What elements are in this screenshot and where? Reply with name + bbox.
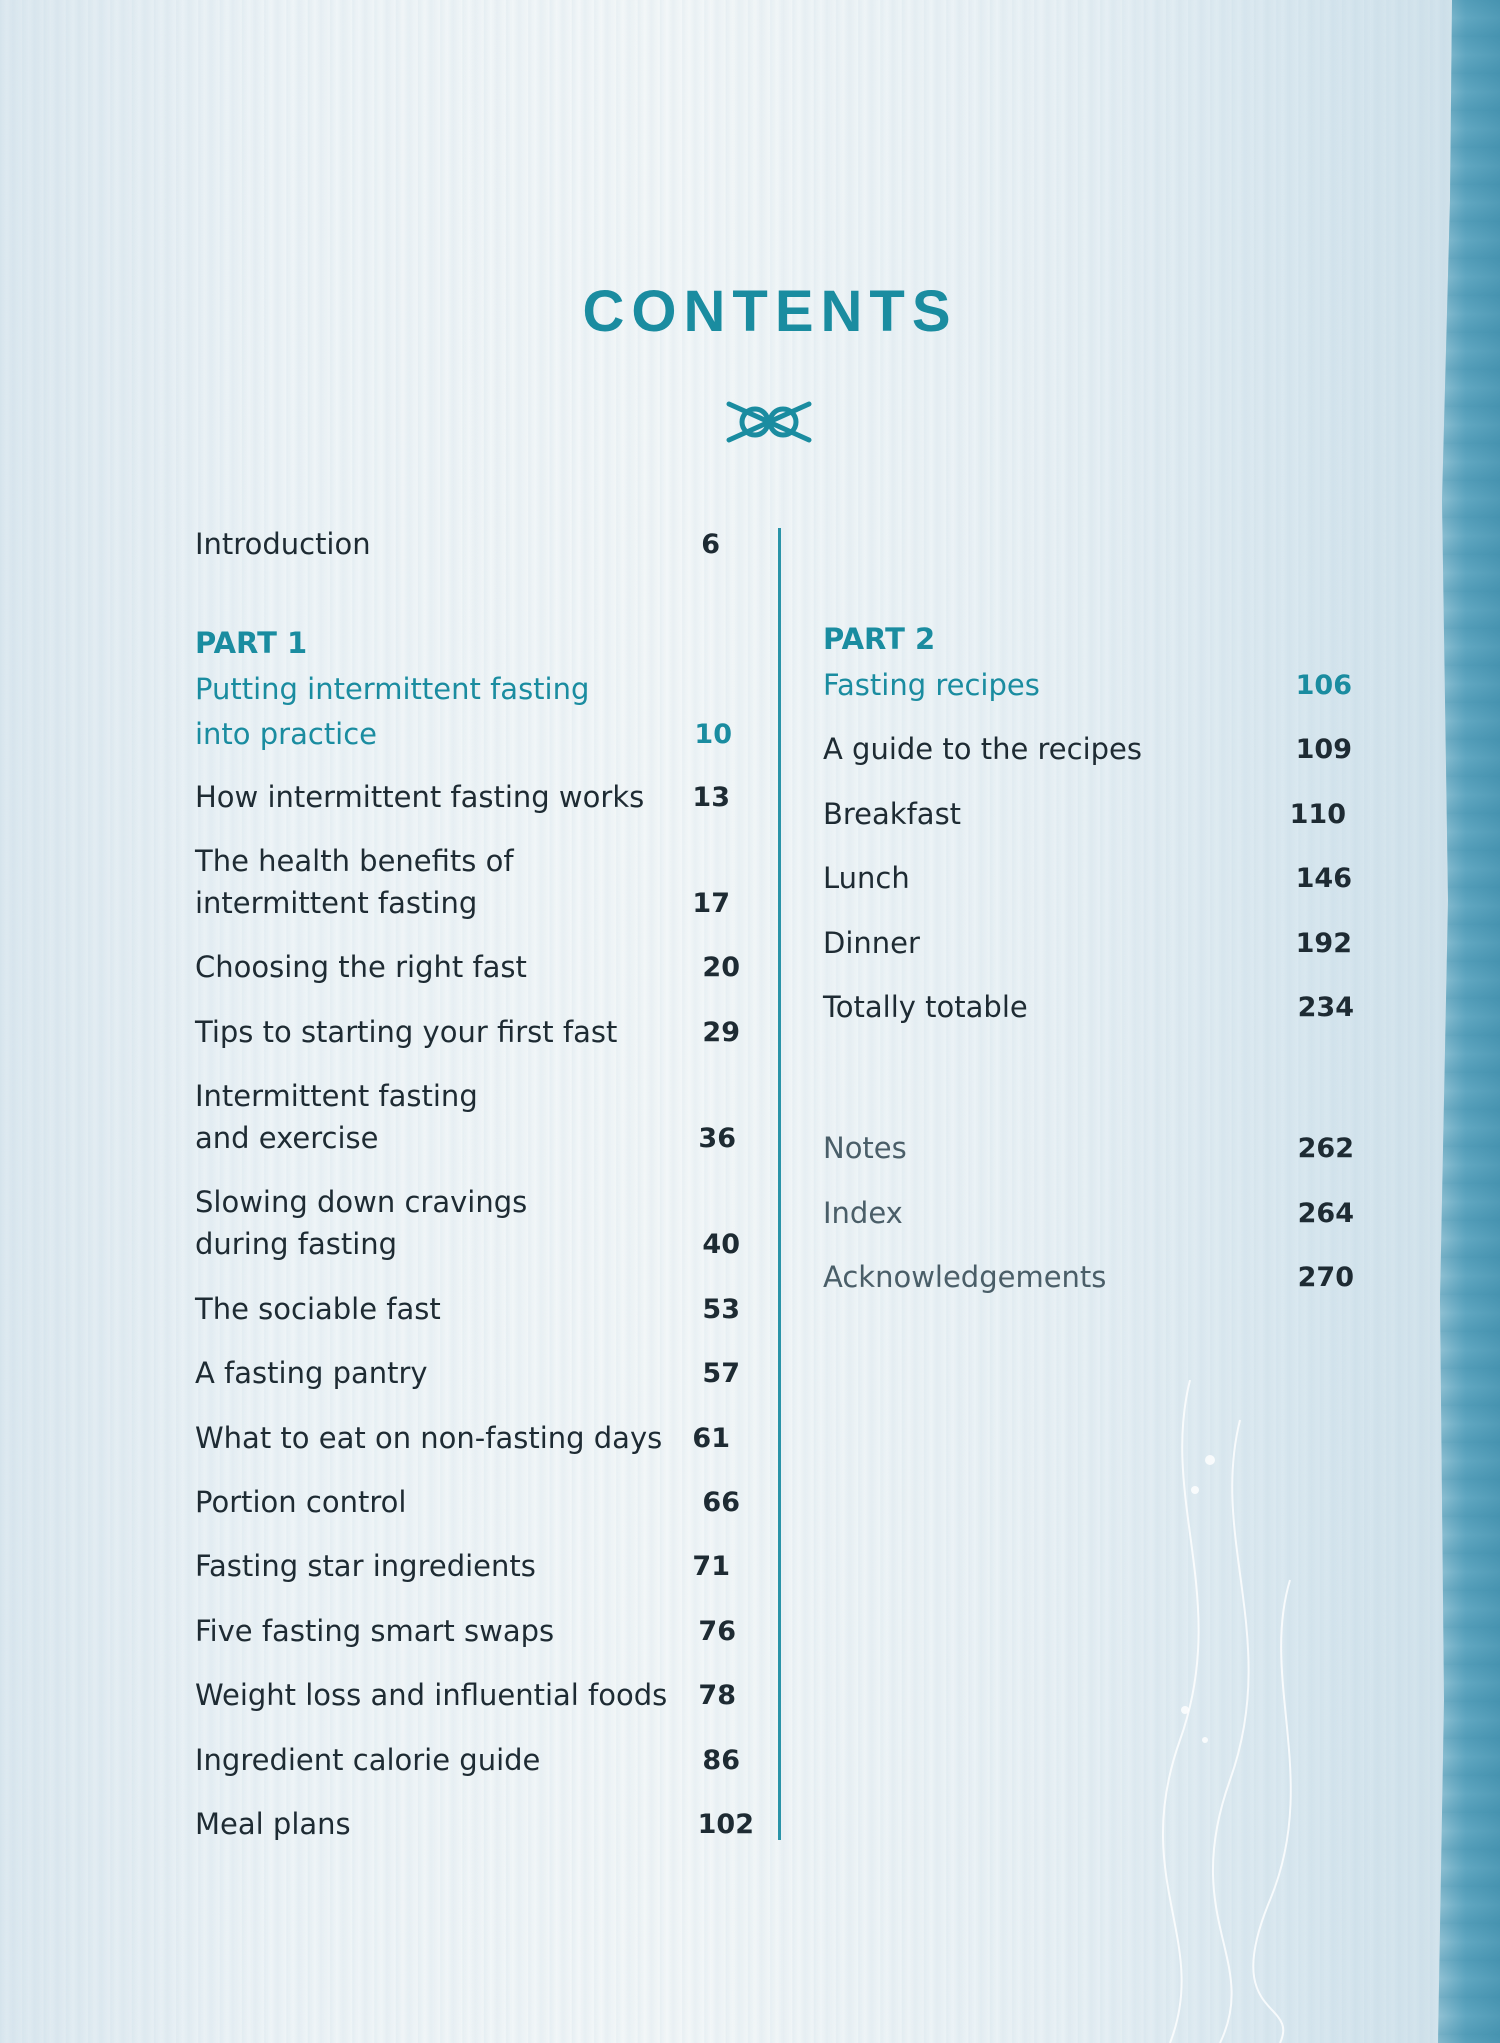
- toc-introduction-page: 6: [701, 529, 720, 560]
- page-title: CONTENTS: [582, 279, 958, 344]
- knot-ornament-icon: [725, 398, 813, 446]
- toc-item-page: 17: [692, 888, 730, 919]
- toc-item-page: 146: [1295, 863, 1352, 894]
- toc-item-page: 86: [702, 1745, 740, 1776]
- column-divider: [778, 528, 781, 1840]
- part-1-title-line2[interactable]: into practice: [195, 717, 378, 751]
- part-1-title-line1[interactable]: Putting intermittent fasting: [195, 672, 590, 706]
- toc-item[interactable]: Breakfast: [823, 797, 962, 831]
- toc-item[interactable]: Slowing down cravings: [195, 1185, 528, 1219]
- toc-item-page: 109: [1295, 734, 1352, 765]
- toc-item-page: 53: [702, 1294, 740, 1325]
- toc-item-page: 110: [1289, 799, 1346, 830]
- toc-item-line2[interactable]: and exercise: [195, 1121, 379, 1155]
- part-1-page: 10: [694, 719, 732, 750]
- toc-item-page: 192: [1295, 928, 1352, 959]
- toc-item-page: 36: [698, 1123, 736, 1154]
- toc-item-page: 78: [698, 1680, 736, 1711]
- part-2-label: PART 2: [823, 622, 936, 656]
- toc-item-page: 102: [697, 1809, 754, 1840]
- toc-item-page: 66: [702, 1487, 740, 1518]
- toc-item-page: 13: [692, 782, 730, 813]
- toc-item[interactable]: Portion control: [195, 1485, 407, 1519]
- toc-item[interactable]: Meal plans: [195, 1807, 351, 1841]
- toc-item[interactable]: A guide to the recipes: [823, 732, 1142, 766]
- toc-item[interactable]: The sociable fast: [195, 1292, 441, 1326]
- toc-item[interactable]: Fasting star ingredients: [195, 1549, 536, 1583]
- toc-item-page: 57: [702, 1358, 740, 1389]
- toc-item[interactable]: Tips to starting your first fast: [195, 1015, 618, 1049]
- toc-item[interactable]: How intermittent fasting works: [195, 780, 645, 814]
- toc-item-line2[interactable]: during fasting: [195, 1227, 398, 1261]
- toc-item[interactable]: Ingredient calorie guide: [195, 1743, 541, 1777]
- toc-item-page: 76: [698, 1616, 736, 1647]
- toc-end-item[interactable]: Notes: [823, 1131, 907, 1165]
- toc-introduction[interactable]: Introduction: [195, 527, 371, 561]
- toc-item[interactable]: The health benefits of: [195, 844, 514, 878]
- toc-item[interactable]: Intermittent fasting: [195, 1079, 478, 1113]
- toc-item-page: 61: [692, 1423, 730, 1454]
- toc-end-item[interactable]: Index: [823, 1196, 903, 1230]
- toc-item[interactable]: Weight loss and influential foods: [195, 1678, 668, 1712]
- toc-item[interactable]: What to eat on non-fasting days: [195, 1421, 663, 1455]
- toc-item[interactable]: Dinner: [823, 926, 920, 960]
- toc-item-page: 40: [702, 1229, 740, 1260]
- toc-item[interactable]: Choosing the right fast: [195, 950, 527, 984]
- toc-item[interactable]: Lunch: [823, 861, 910, 895]
- toc-item[interactable]: Five fasting smart swaps: [195, 1614, 555, 1648]
- toc-item-line2[interactable]: intermittent fasting: [195, 886, 478, 920]
- toc-item-page: 71: [692, 1551, 730, 1582]
- toc-end-item-page: 262: [1297, 1133, 1354, 1164]
- part-1-label: PART 1: [195, 626, 308, 660]
- toc-item[interactable]: Totally totable: [823, 990, 1028, 1024]
- toc-end-item-page: 264: [1297, 1198, 1354, 1229]
- toc-end-item[interactable]: Acknowledgements: [823, 1260, 1107, 1294]
- part-2-title[interactable]: Fasting recipes: [823, 668, 1040, 702]
- toc-end-item-page: 270: [1297, 1262, 1354, 1293]
- toc-item-page: 29: [702, 1017, 740, 1048]
- toc-item[interactable]: A fasting pantry: [195, 1356, 428, 1390]
- toc-item-page: 234: [1297, 992, 1354, 1023]
- toc-item-page: 20: [702, 952, 740, 983]
- decorative-line-art: [1150, 1380, 1330, 2043]
- part-2-page: 106: [1295, 670, 1352, 701]
